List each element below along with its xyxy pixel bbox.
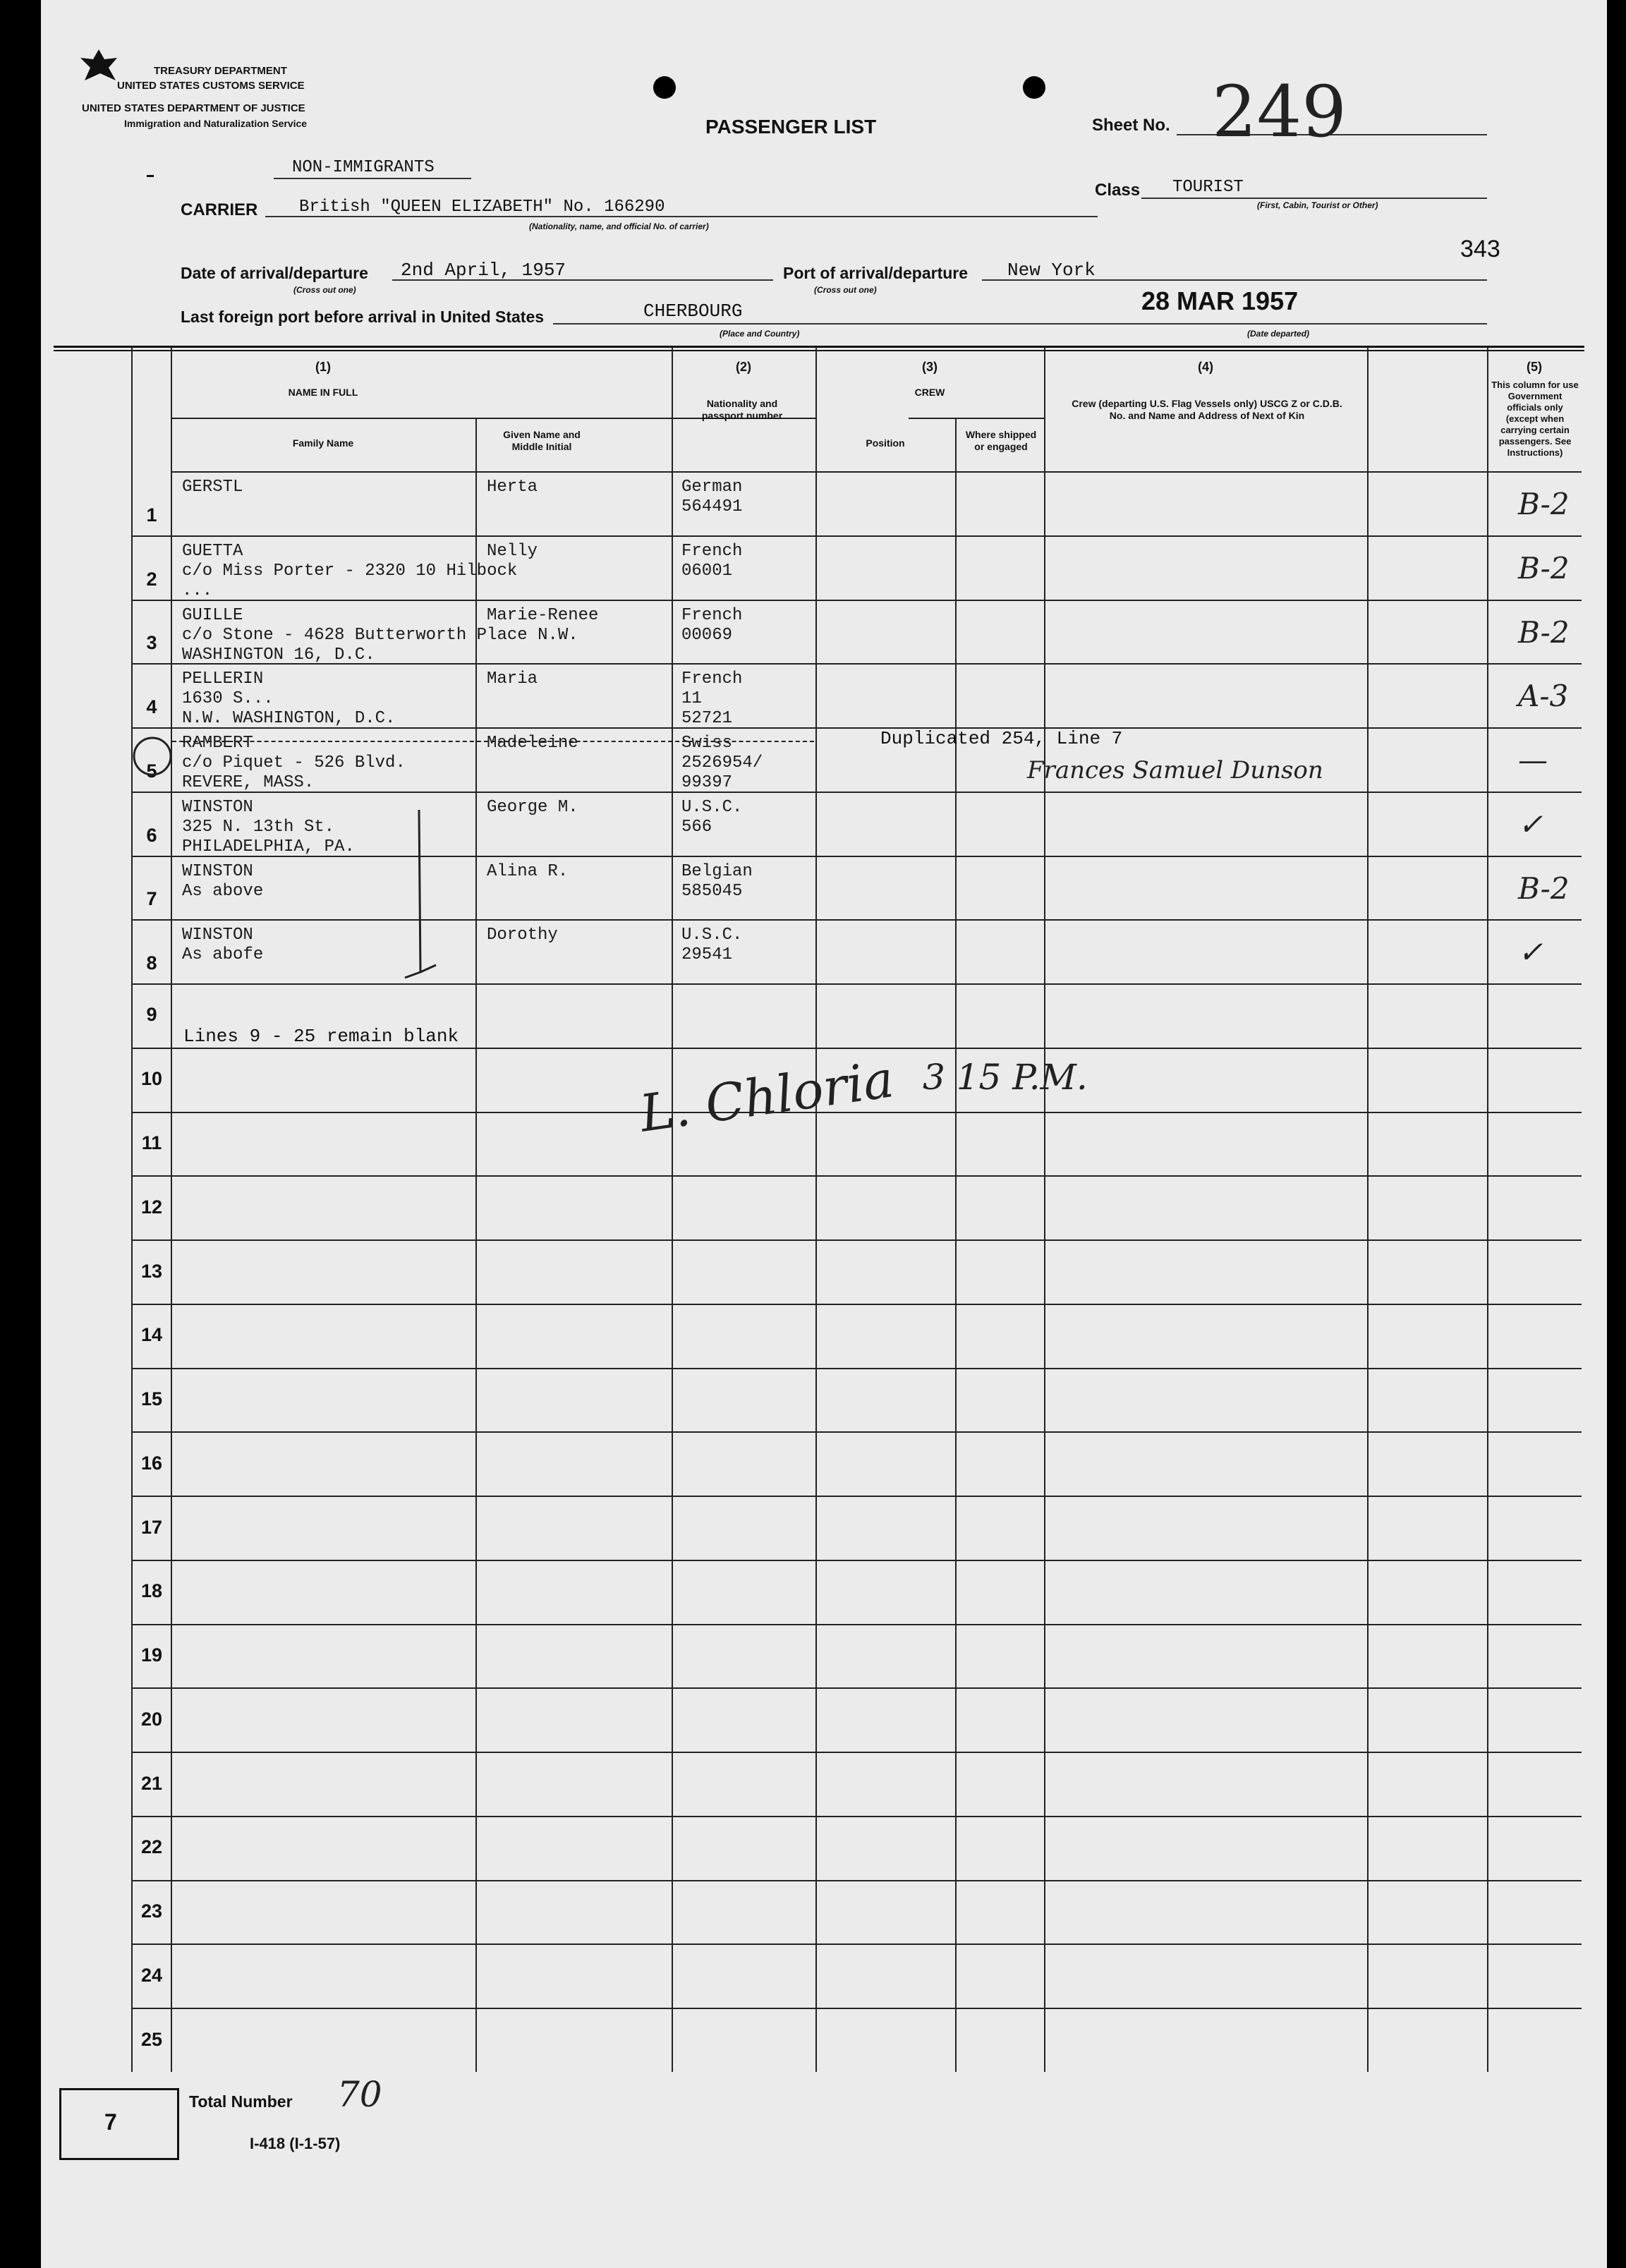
- row-divider: [131, 1368, 1582, 1369]
- col1-number: (1): [315, 360, 331, 374]
- date-departed-stamp: 28 MAR 1957: [1141, 286, 1299, 315]
- line-number: 24: [140, 1964, 163, 1986]
- line-number: 25: [140, 2028, 163, 2050]
- duplicated-note: Duplicated 254, Line 7: [880, 728, 1123, 749]
- page-title: PASSENGER LIST: [705, 116, 877, 138]
- total-value: 70: [337, 2074, 382, 2115]
- place-caption: (Place and Country): [720, 329, 800, 339]
- official-mark: —: [1518, 743, 1548, 778]
- row-divider: [131, 1239, 1582, 1241]
- line-number: 1: [146, 504, 157, 526]
- col-line: [955, 418, 957, 2072]
- line-number: 11: [141, 1132, 162, 1153]
- line-number: 10: [140, 1068, 163, 1090]
- row-divider: [131, 1048, 1582, 1049]
- form-number: I-418 (I-1-57): [250, 2135, 341, 2152]
- col5-number: (5): [1527, 360, 1542, 374]
- row-divider: [131, 1560, 1582, 1561]
- official-mark: ✓: [1518, 806, 1543, 842]
- family-name-cell: WINSTON: [182, 797, 253, 817]
- row-divider: [131, 919, 1582, 921]
- where-shipped-header: Where shipped or engaged: [965, 429, 1037, 452]
- row-divider: [131, 1752, 1582, 1753]
- family-name-cell: N.W. WASHINGTON, D.C.: [182, 709, 396, 729]
- signature-row-5: Frances Samuel Dunson: [1027, 756, 1323, 784]
- line-number: 16: [140, 1452, 163, 1474]
- line-number: 17: [140, 1516, 163, 1538]
- col-line: [1044, 347, 1045, 2072]
- col-line: [672, 347, 673, 2072]
- family-name-cell: As abofe: [182, 945, 264, 965]
- col-line: [1487, 347, 1488, 2072]
- row-divider: [131, 1816, 1582, 1817]
- col2-title: Nationality and passport number: [701, 398, 783, 421]
- given-name-cell: Herta: [487, 478, 538, 497]
- given-name-cell: Marie-Renee: [487, 605, 599, 625]
- port-label: Port of arrival/departure: [783, 264, 969, 282]
- line-number: 18: [140, 1580, 163, 1602]
- family-name-cell: c/o Stone - 4628 Butterworth Place N.W.: [182, 625, 578, 645]
- line-number: 15: [140, 1388, 163, 1410]
- last-port-label: Last foreign port before arrival in United States: [181, 308, 545, 326]
- row-divider: [131, 1496, 1582, 1497]
- col4-title: Crew (departing U.S. Flag Vessels only) USCG Z or C.D.B. No. and Name and Address of Next of Kin: [1072, 398, 1342, 421]
- nationality-cell: 52721: [681, 709, 733, 729]
- nationality-cell: 2526954/: [681, 753, 763, 773]
- line-number: 4: [146, 696, 157, 718]
- line-number: 14: [140, 1324, 163, 1346]
- nationality-cell: 99397: [681, 773, 733, 793]
- strike-row-5: [172, 741, 814, 742]
- family-name-cell: GUETTA: [182, 541, 243, 561]
- circle-mark-icon: [130, 734, 175, 779]
- header-bottom: [171, 471, 1582, 473]
- col2-number: (2): [736, 360, 751, 374]
- col-line: [171, 347, 172, 2072]
- nationality-cell: 11: [681, 689, 702, 709]
- total-box: [59, 2088, 179, 2160]
- nationality-cell: 29541: [681, 945, 733, 965]
- given-name-header: Given Name and Middle Initial: [503, 429, 581, 452]
- time-note: 3 15 P.M.: [923, 1057, 1088, 1098]
- carrier-label: CARRIER: [181, 200, 258, 219]
- line-number: 9: [146, 1004, 157, 1026]
- port-value: New York: [1007, 260, 1096, 281]
- position-header: Position: [866, 437, 905, 449]
- passenger-table: [131, 347, 1582, 2072]
- row-divider: [131, 1624, 1582, 1625]
- given-name-cell: Alina R.: [487, 861, 569, 881]
- nationality-cell: 00069: [681, 625, 733, 645]
- line-number: 2: [146, 568, 157, 590]
- class-value: TOURIST: [1172, 178, 1244, 197]
- row-divider: [131, 983, 1582, 985]
- official-mark: B-2: [1518, 550, 1570, 586]
- nationality-cell: U.S.C.: [681, 797, 743, 817]
- family-name-cell: c/o Piquet - 526 Blvd.: [182, 753, 406, 773]
- class-underline: [1141, 198, 1487, 199]
- given-name-cell: Maria: [487, 669, 538, 689]
- margin-dash: [147, 175, 154, 177]
- date-value: 2nd April, 1957: [401, 260, 566, 281]
- carrier-caption: (Nationality, name, and official No. of carrier): [529, 222, 709, 231]
- bracket-mark: [399, 806, 442, 982]
- line-number: 13: [140, 1260, 163, 1282]
- row-divider: [131, 1687, 1582, 1689]
- dept-line-1: TREASURY DEPARTMENT: [154, 65, 287, 77]
- line-number: 22: [140, 1836, 163, 1858]
- page-number: 343: [1460, 236, 1500, 262]
- punch-hole-left: [653, 76, 676, 99]
- family-name-cell: c/o Miss Porter - 2320 10 Hilbock: [182, 561, 518, 581]
- carrier-value: British "QUEEN ELIZABETH" No. 166290: [299, 198, 665, 217]
- family-name-header: Family Name: [292, 437, 354, 449]
- row-divider: [131, 535, 1582, 537]
- family-name-cell: WASHINGTON 16, D.C.: [182, 645, 375, 665]
- row-divider: [131, 1304, 1582, 1305]
- seal-icon: [78, 48, 120, 83]
- official-mark: B-2: [1518, 487, 1570, 521]
- row-divider: [131, 1943, 1582, 1945]
- family-name-cell: 325 N. 13th St.: [182, 817, 335, 837]
- last-port-value: CHERBOURG: [643, 301, 743, 322]
- row-divider: [131, 1431, 1582, 1433]
- col-line: [131, 347, 133, 2072]
- nationality-cell: French: [681, 541, 743, 561]
- sheet-label: Sheet No.: [1092, 116, 1170, 135]
- family-name-cell: PHILADELPHIA, PA.: [182, 837, 355, 856]
- given-name-cell: George M.: [487, 797, 578, 817]
- nationality-cell: French: [681, 669, 743, 689]
- nationality-cell: 06001: [681, 561, 733, 581]
- given-name-cell: Madeleine: [487, 734, 578, 753]
- date-departed-caption: (Date departed): [1247, 329, 1310, 339]
- date-label: Date of arrival/departure: [181, 264, 368, 282]
- nationality-cell: French: [681, 605, 743, 625]
- nationality-cell: U.S.C.: [681, 926, 743, 945]
- family-name-cell: As above: [182, 881, 264, 901]
- row-divider: [131, 1175, 1582, 1177]
- col5-title: This column for use Government officials only (except when carrying certain passengers. See Instructions): [1491, 380, 1579, 458]
- line-number: 23: [140, 1900, 163, 1922]
- official-mark: ✓: [1518, 935, 1543, 970]
- blank-lines-note: Lines 9 - 25 remain blank: [183, 1026, 459, 1047]
- total-label: Total Number: [189, 2092, 293, 2111]
- line-number: 12: [140, 1196, 163, 1218]
- family-name-cell: WINSTON: [182, 926, 253, 945]
- official-mark: B-2: [1518, 871, 1570, 906]
- line-number: 5: [146, 760, 157, 782]
- family-name-cell: RAMBERT: [182, 734, 253, 753]
- date-departed-underline: [1141, 323, 1487, 325]
- cross-out-caption-1: (Cross out one): [293, 285, 356, 295]
- category-label: NON-IMMIGRANTS: [292, 158, 435, 177]
- dept-line-2: UNITED STATES CUSTOMS SERVICE: [117, 80, 305, 92]
- col-line: [475, 418, 477, 2072]
- family-name-cell: 1630 S...: [182, 689, 274, 709]
- nationality-cell: 585045: [681, 881, 743, 901]
- line-number: 21: [140, 1772, 163, 1794]
- nationality-cell: German: [681, 478, 743, 497]
- row-divider: [131, 792, 1582, 793]
- given-name-cell: Nelly: [487, 541, 538, 561]
- dept-line-4: Immigration and Naturalization Service: [124, 118, 308, 129]
- row-divider: [131, 1880, 1582, 1881]
- line-number: 20: [140, 1708, 163, 1730]
- col4-number: (4): [1198, 360, 1213, 374]
- header-subline: [909, 418, 1044, 419]
- col3-number: (3): [922, 360, 938, 374]
- official-mark: B-2: [1518, 614, 1570, 650]
- family-name-cell: GERSTL: [182, 478, 243, 497]
- line-number: 19: [140, 1644, 163, 1666]
- nationality-cell: Belgian: [681, 861, 753, 881]
- line-number: 6: [146, 824, 157, 846]
- official-signature: L. Chloria: [636, 1049, 897, 1144]
- nationality-cell: 566: [681, 817, 712, 837]
- col3-title: CREW: [914, 387, 945, 398]
- row-divider: [131, 600, 1582, 601]
- document-page: [41, 0, 1607, 2268]
- sheet-number: 249: [1212, 71, 1347, 153]
- row-divider: [131, 2008, 1582, 2009]
- last-port-underline: [553, 323, 1160, 325]
- dept-line-3: UNITED STATES DEPARTMENT OF JUSTICE: [82, 102, 305, 114]
- col-line: [1367, 347, 1369, 2072]
- col-line: [815, 347, 817, 2072]
- family-name-cell: GUILLE: [182, 605, 243, 625]
- line-number: 8: [146, 952, 157, 974]
- official-mark: A-3: [1518, 679, 1569, 714]
- class-caption: (First, Cabin, Tourist or Other): [1257, 200, 1378, 210]
- nationality-cell: Swiss: [681, 734, 733, 753]
- family-name-cell: REVERE, MASS.: [182, 773, 315, 793]
- family-name-cell: PELLERIN: [182, 669, 264, 689]
- nationality-cell: 564491: [681, 497, 743, 516]
- category-underline: [274, 178, 471, 179]
- line-number: 3: [146, 632, 157, 654]
- line-number: 7: [146, 888, 157, 910]
- box-mark: 7: [104, 2109, 117, 2135]
- class-label: Class: [1095, 181, 1141, 200]
- punch-hole-right: [1023, 76, 1045, 99]
- family-name-cell: ...: [182, 581, 213, 600]
- col1-title: NAME IN FULL: [288, 387, 358, 398]
- given-name-cell: Dorothy: [487, 926, 558, 945]
- family-name-cell: WINSTON: [182, 861, 253, 881]
- cross-out-caption-2: (Cross out one): [814, 285, 877, 295]
